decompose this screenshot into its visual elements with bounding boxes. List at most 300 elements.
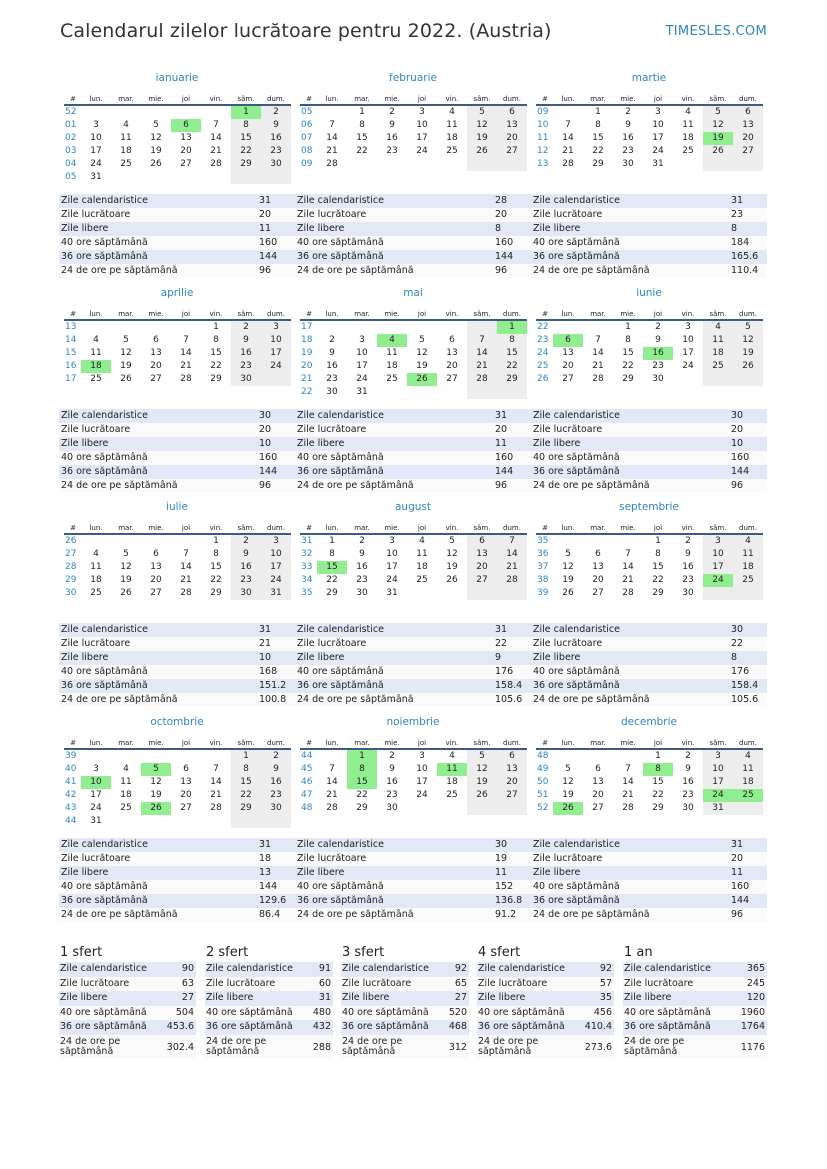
empty-day-cell xyxy=(141,106,171,119)
stat-value: 480 xyxy=(312,1006,331,1018)
day-cell: 8 xyxy=(347,763,377,776)
quarter-stat-row xyxy=(477,962,614,977)
stat-value: 10 xyxy=(731,438,744,449)
day-cell: 5 xyxy=(467,750,497,763)
day-cell: 28 xyxy=(622,588,634,598)
stat-value: 10 xyxy=(259,652,272,663)
empty-day-cell xyxy=(171,750,201,763)
week-number: 17 xyxy=(301,322,313,332)
stat-value: 22 xyxy=(495,638,508,649)
week-row xyxy=(64,763,291,776)
stat-value: 31 xyxy=(259,624,272,635)
stat-row xyxy=(59,264,295,278)
day-cell: 20 xyxy=(180,146,192,156)
day-cell: 4 xyxy=(93,549,99,559)
stat-row xyxy=(295,409,531,423)
day-cell: 8 xyxy=(231,763,261,776)
day-cell: 16 xyxy=(261,132,291,145)
week-number: 02 xyxy=(65,133,77,143)
day-cell: 10 xyxy=(703,763,733,776)
weekday-header: vin. xyxy=(209,524,223,532)
week-number: 28 xyxy=(65,562,77,572)
stat-label: Zile calendaristice xyxy=(533,410,620,421)
day-cell: 4 xyxy=(685,107,691,117)
day-cell: 20 xyxy=(592,575,604,585)
stat-label: Zile libere xyxy=(533,223,581,234)
day-cell: 19 xyxy=(446,562,458,572)
day-cell: 30 xyxy=(261,802,291,815)
stat-row xyxy=(59,250,295,264)
weekday-header: joi xyxy=(417,95,427,103)
day-cell: 11 xyxy=(386,348,398,358)
weekday-header: mar. xyxy=(590,310,606,318)
day-cell: 30 xyxy=(682,588,694,598)
stat-row xyxy=(59,651,295,665)
weekday-header: mie. xyxy=(384,95,400,103)
day-cell: 8 xyxy=(359,120,365,130)
weekday-header: dum. xyxy=(503,95,521,103)
day-cell: 16 xyxy=(643,347,673,360)
stat-label: 40 ore săptămână xyxy=(297,666,384,677)
day-cell: 15 xyxy=(317,561,347,574)
empty-day-cell xyxy=(673,373,703,386)
day-cell: 28 xyxy=(180,374,192,384)
week-row xyxy=(64,548,291,561)
stat-label: Zile libere xyxy=(61,652,109,663)
stat-label: 40 ore săptămână xyxy=(61,452,148,463)
week-number: 31 xyxy=(301,536,313,546)
day-cell: 29 xyxy=(356,803,368,813)
week-number: 01 xyxy=(65,120,77,130)
day-cell: 11 xyxy=(446,120,458,130)
day-cell: 7 xyxy=(329,764,335,774)
day-cell: 16 xyxy=(682,777,694,787)
stat-value: 11 xyxy=(495,867,508,878)
day-cell: 19 xyxy=(562,575,574,585)
stat-label: 36 ore săptămână xyxy=(533,680,620,691)
day-cell: 9 xyxy=(625,120,631,130)
empty-day-cell xyxy=(171,171,201,184)
day-cell: 30 xyxy=(326,387,338,397)
day-cell: 6 xyxy=(171,119,201,132)
weekday-header: lun. xyxy=(89,739,103,747)
empty-day-cell xyxy=(613,750,643,763)
day-cell: 9 xyxy=(655,335,661,345)
empty-day-cell xyxy=(437,802,467,815)
stat-label: 24 de ore pe săptămână xyxy=(533,909,650,920)
stat-value: 245 xyxy=(746,977,765,989)
week-number: 13 xyxy=(65,322,77,332)
day-cell: 7 xyxy=(625,549,631,559)
stat-value: 100.8 xyxy=(259,694,287,705)
week-row xyxy=(300,334,527,347)
stat-row xyxy=(59,236,295,250)
day-cell: 11 xyxy=(437,763,467,776)
site-link[interactable]: TIMESLES.COM xyxy=(665,24,767,39)
day-cell: 25 xyxy=(416,575,428,585)
day-cell: 16 xyxy=(231,347,261,360)
stat-label: 36 ore săptămână xyxy=(61,895,148,906)
stat-value: 31 xyxy=(318,992,331,1003)
stat-label: 36 ore săptămână xyxy=(624,1021,711,1032)
day-cell: 10 xyxy=(703,548,733,561)
stat-value: 91 xyxy=(318,963,331,974)
week-row xyxy=(64,145,291,158)
calendar-table xyxy=(300,522,527,600)
day-cell: 13 xyxy=(733,119,763,132)
day-cell: 14 xyxy=(622,562,634,572)
calendar-header-row xyxy=(300,522,527,535)
weekday-header: vin. xyxy=(445,524,459,532)
day-cell: 31 xyxy=(90,172,102,182)
stat-row xyxy=(295,665,531,679)
week-number: 24 xyxy=(537,348,549,358)
day-cell: 12 xyxy=(416,348,428,358)
day-cell: 3 xyxy=(655,107,661,117)
stat-value: 20 xyxy=(731,424,744,435)
week-number: 39 xyxy=(537,588,549,598)
day-cell: 15 xyxy=(497,347,527,360)
week-number: 52 xyxy=(537,803,549,813)
empty-day-cell xyxy=(111,750,141,763)
weekday-header: mie. xyxy=(620,95,636,103)
stat-label: 24 de ore pe săptămână xyxy=(61,265,178,276)
stat-row xyxy=(295,250,531,264)
day-cell: 23 xyxy=(386,146,398,156)
weekday-header: vin. xyxy=(209,310,223,318)
day-cell: 2 xyxy=(389,751,395,761)
stat-label: 36 ore săptămână xyxy=(533,895,620,906)
week-number: 35 xyxy=(537,536,549,546)
day-cell: 2 xyxy=(655,322,661,332)
weekday-header: joi xyxy=(653,310,663,318)
weekday-header: lun. xyxy=(325,524,339,532)
stat-label: 24 de ore pe săptămână xyxy=(533,480,650,491)
week-row xyxy=(536,535,763,548)
empty-day-cell xyxy=(81,106,111,119)
stat-row xyxy=(59,679,295,693)
day-cell: 11 xyxy=(120,133,132,143)
stat-row xyxy=(295,423,531,437)
week-row xyxy=(64,132,291,145)
day-cell: 18 xyxy=(90,575,102,585)
week-row xyxy=(64,802,291,815)
stat-label: 40 ore săptămână xyxy=(533,881,620,892)
day-cell: 31 xyxy=(90,816,102,826)
stat-value: 432 xyxy=(312,1021,331,1032)
day-cell: 13 xyxy=(592,562,604,572)
day-cell: 13 xyxy=(180,133,192,143)
day-cell: 29 xyxy=(210,588,222,598)
day-cell: 20 xyxy=(446,361,458,371)
month-name: august xyxy=(395,501,431,513)
stat-label: Zile libere xyxy=(206,992,254,1003)
weekday-header: mar. xyxy=(354,524,370,532)
stat-label: 36 ore săptămână xyxy=(297,680,384,691)
quarter-stat-row xyxy=(205,991,333,1006)
weekday-header: mie. xyxy=(148,310,164,318)
day-cell: 16 xyxy=(386,133,398,143)
stat-value: 92 xyxy=(599,963,612,974)
day-cell: 5 xyxy=(123,549,129,559)
day-cell: 30 xyxy=(356,588,368,598)
empty-day-cell xyxy=(553,106,583,119)
weekday-header: vin. xyxy=(681,95,695,103)
weekday-header: vin. xyxy=(681,524,695,532)
week-row xyxy=(536,158,763,171)
stat-value: 456 xyxy=(593,1006,612,1018)
day-cell: 30 xyxy=(231,373,261,386)
stat-value: 160 xyxy=(259,452,278,463)
stat-value: 176 xyxy=(731,666,750,677)
week-row xyxy=(536,132,763,145)
stat-label: 24 de ore pe săptămână xyxy=(297,480,414,491)
stat-value: 96 xyxy=(259,265,272,276)
week-number: 26 xyxy=(65,536,77,546)
stat-label: Zile calendaristice xyxy=(206,963,293,974)
day-cell: 3 xyxy=(93,764,99,774)
week-row xyxy=(64,347,291,360)
stat-label: 40 ore săptămână xyxy=(533,237,620,248)
day-cell: 26 xyxy=(120,588,132,598)
empty-day-cell xyxy=(733,587,763,600)
stat-label: 40 ore săptămână xyxy=(297,881,384,892)
day-cell: 2 xyxy=(231,321,261,334)
empty-day-cell xyxy=(437,321,467,334)
empty-day-cell xyxy=(467,386,497,399)
day-cell: 26 xyxy=(733,360,763,373)
day-cell: 25 xyxy=(386,374,398,384)
month-stats xyxy=(531,194,767,278)
empty-day-cell xyxy=(377,321,407,334)
stat-row xyxy=(59,208,295,222)
day-cell: 24 xyxy=(416,146,428,156)
week-row xyxy=(64,750,291,763)
day-cell: 27 xyxy=(497,145,527,158)
day-cell: 26 xyxy=(553,802,583,815)
day-cell: 29 xyxy=(210,374,222,384)
stat-value: 30 xyxy=(259,410,272,421)
empty-day-cell xyxy=(703,587,733,600)
calendar-table xyxy=(536,308,763,386)
stat-value: 11 xyxy=(495,438,508,449)
day-cell: 20 xyxy=(150,361,162,371)
stat-label: Zile calendaristice xyxy=(533,195,620,206)
day-cell: 13 xyxy=(467,548,497,561)
day-cell: 27 xyxy=(180,159,192,169)
quarter-stat-row xyxy=(341,962,469,977)
day-cell: 4 xyxy=(703,321,733,334)
stat-value: 96 xyxy=(495,265,508,276)
stat-label: Zile lucrătoare xyxy=(297,424,367,435)
week-number: 22 xyxy=(301,387,313,397)
stat-row xyxy=(531,679,767,693)
day-cell: 6 xyxy=(595,549,601,559)
day-cell: 9 xyxy=(389,764,395,774)
calendar-header-row xyxy=(300,737,527,750)
empty-day-cell xyxy=(437,158,467,171)
calendar-table xyxy=(64,737,291,828)
weekday-header: # xyxy=(70,524,76,532)
month-name: iunie xyxy=(636,287,662,299)
day-cell: 4 xyxy=(733,750,763,763)
day-cell: 6 xyxy=(449,335,455,345)
stat-label: Zile lucrătoare xyxy=(61,853,131,864)
day-cell: 2 xyxy=(685,751,691,761)
week-number: 09 xyxy=(301,159,313,169)
stat-value: 19 xyxy=(495,853,508,864)
week-row xyxy=(300,145,527,158)
stat-label: Zile calendaristice xyxy=(533,624,620,635)
stat-row xyxy=(59,852,295,866)
day-cell: 30 xyxy=(231,587,261,600)
stat-value: 8 xyxy=(731,223,738,234)
stat-row xyxy=(295,236,531,250)
weekday-header: # xyxy=(542,739,548,747)
day-cell: 10 xyxy=(81,776,111,789)
quarter-1 xyxy=(59,944,196,1059)
stat-label: 24 de ore pe săptămână xyxy=(206,1035,267,1057)
month-stats xyxy=(59,623,295,707)
stat-label: 24 de ore pe săptămână xyxy=(61,480,178,491)
day-cell: 23 xyxy=(261,789,291,802)
stat-label: Zile lucrătoare xyxy=(533,638,603,649)
day-cell: 4 xyxy=(449,107,455,117)
empty-day-cell xyxy=(377,386,407,399)
weekday-header: sâm. xyxy=(237,95,255,103)
week-row xyxy=(536,750,763,763)
quarter-stat-row xyxy=(477,991,614,1006)
day-cell: 22 xyxy=(210,361,222,371)
day-cell: 22 xyxy=(356,790,368,800)
day-cell: 14 xyxy=(180,562,192,572)
stat-label: Zile lucrătoare xyxy=(478,977,548,989)
weekday-header: vin. xyxy=(681,739,695,747)
day-cell: 16 xyxy=(231,561,261,574)
stat-row xyxy=(531,866,767,880)
quarter-summary xyxy=(59,944,767,1064)
empty-day-cell xyxy=(733,373,763,386)
day-cell: 10 xyxy=(90,133,102,143)
stat-row xyxy=(59,423,295,437)
stat-label: 36 ore săptămână xyxy=(297,895,384,906)
week-row xyxy=(300,535,527,548)
week-row xyxy=(64,561,291,574)
stat-value: 8 xyxy=(495,223,502,234)
day-cell: 24 xyxy=(386,575,398,585)
stat-value: 27 xyxy=(454,992,467,1003)
day-cell: 15 xyxy=(652,562,664,572)
week-number: 13 xyxy=(537,159,549,169)
day-cell: 12 xyxy=(120,348,132,358)
day-cell: 10 xyxy=(261,548,291,561)
week-row xyxy=(300,360,527,373)
weekday-header: # xyxy=(306,310,312,318)
weekday-header: # xyxy=(542,95,548,103)
stat-value: 23 xyxy=(731,209,744,220)
stat-value: 30 xyxy=(731,410,744,421)
week-row xyxy=(536,763,763,776)
week-row xyxy=(64,360,291,373)
stat-label: 40 ore săptămână xyxy=(206,1006,293,1018)
day-cell: 19 xyxy=(733,347,763,360)
day-cell: 17 xyxy=(703,776,733,789)
stat-row xyxy=(59,194,295,208)
day-cell: 5 xyxy=(153,120,159,130)
stat-row xyxy=(531,693,767,707)
quarter-stat-row xyxy=(623,1006,767,1021)
day-cell: 28 xyxy=(210,159,222,169)
weekday-header: mar. xyxy=(354,95,370,103)
stat-value: 160 xyxy=(495,452,514,463)
day-cell: 30 xyxy=(386,803,398,813)
month-name: noiembrie xyxy=(386,716,440,728)
day-cell: 13 xyxy=(497,763,527,776)
day-cell: 14 xyxy=(180,348,192,358)
weekday-header: dum. xyxy=(739,739,757,747)
week-row xyxy=(536,106,763,119)
day-cell: 17 xyxy=(416,133,428,143)
stat-row xyxy=(59,838,295,852)
day-cell: 20 xyxy=(733,132,763,145)
day-cell: 3 xyxy=(703,535,733,548)
stat-value: 1176 xyxy=(740,1041,765,1053)
day-cell: 5 xyxy=(123,335,129,345)
stat-label: 40 ore săptămână xyxy=(342,1006,429,1018)
day-cell: 15 xyxy=(210,348,222,358)
week-row xyxy=(300,548,527,561)
weekday-header: joi xyxy=(417,739,427,747)
calendar-table xyxy=(64,93,291,184)
week-row xyxy=(536,334,763,347)
day-cell: 1 xyxy=(595,107,601,117)
day-cell: 2 xyxy=(261,750,291,763)
stat-label: Zile lucrătoare xyxy=(61,424,131,435)
quarter-stat-row xyxy=(477,1006,614,1021)
week-number: 06 xyxy=(301,120,313,130)
quarter-stat-row xyxy=(477,1020,614,1035)
quarter-stat-row xyxy=(341,977,469,992)
stat-value: 152 xyxy=(495,881,514,892)
day-cell: 23 xyxy=(326,374,338,384)
day-cell: 7 xyxy=(595,335,601,345)
quarter-title: 4 sfert xyxy=(478,945,521,960)
month-stats xyxy=(531,838,767,922)
week-number: 44 xyxy=(301,751,313,761)
week-number: 14 xyxy=(65,335,77,345)
day-cell: 1 xyxy=(655,536,661,546)
weekday-header: # xyxy=(70,95,76,103)
day-cell: 19 xyxy=(416,361,428,371)
stat-value: 520 xyxy=(448,1006,467,1018)
day-cell: 1 xyxy=(347,750,377,763)
stat-row xyxy=(531,236,767,250)
empty-day-cell xyxy=(347,158,377,171)
day-cell: 2 xyxy=(359,536,365,546)
day-cell: 15 xyxy=(592,133,604,143)
day-cell: 1 xyxy=(329,536,335,546)
weekday-header: # xyxy=(542,524,548,532)
day-cell: 29 xyxy=(652,588,664,598)
stat-value: 144 xyxy=(731,895,750,906)
empty-day-cell xyxy=(553,321,583,334)
stat-value: 31 xyxy=(495,624,508,635)
stat-row xyxy=(531,880,767,894)
quarter-3 xyxy=(341,944,469,1059)
stat-row xyxy=(531,479,767,493)
stat-value: 9 xyxy=(495,652,502,663)
stat-row xyxy=(295,693,531,707)
